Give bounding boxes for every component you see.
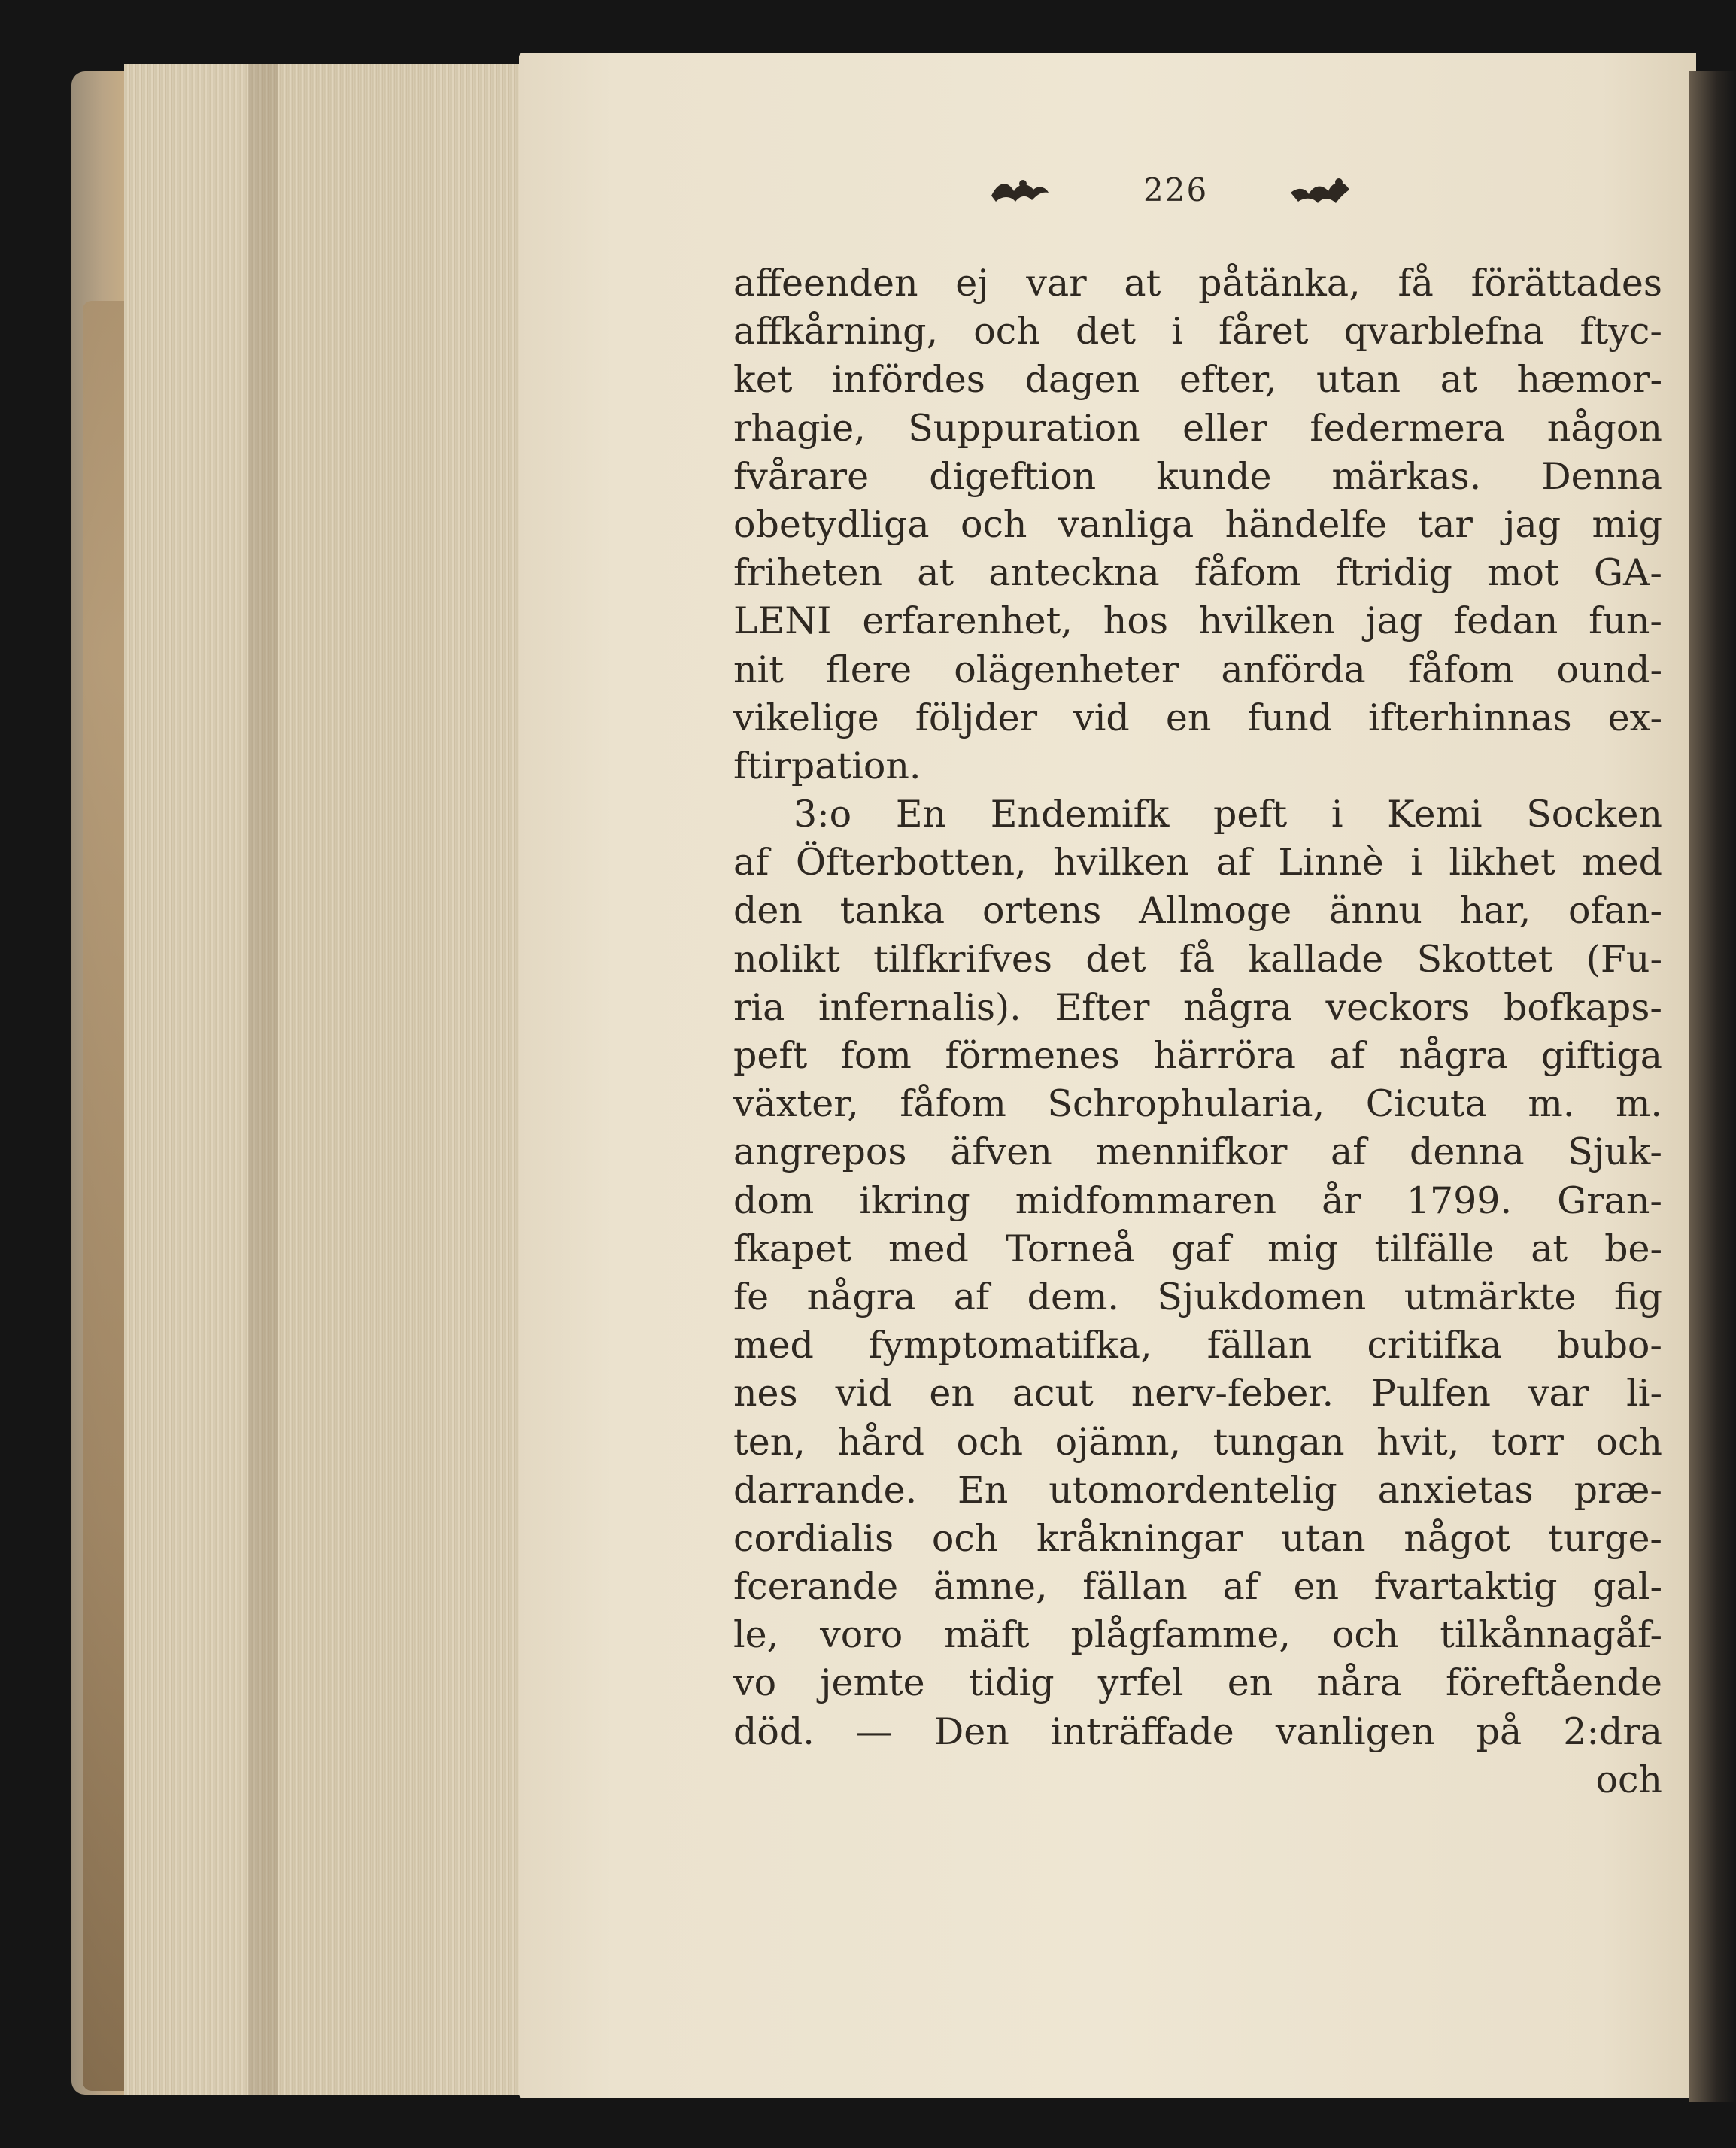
text-line: peft fom förmenes härröra af några giftiga — [733, 1034, 1662, 1077]
text-line: vo jemte tidig yrfel en nåra föreftående — [733, 1661, 1662, 1705]
text-line: rhagie, Suppuration eller federmera någon — [733, 406, 1662, 450]
text-line: obetydliga och vanliga händelfe tar jag mig — [733, 502, 1662, 546]
text-line: nolikt tilfkrifves det få kallade Skottet (Fu- — [733, 937, 1662, 981]
page-number: 226 — [1143, 171, 1209, 208]
text-line: död. — Den inträffade vanligen på 2:dra — [733, 1710, 1662, 1753]
text-line: friheten at anteckna fåfom ftridig mot GA- — [733, 551, 1662, 595]
text-line: nes vid en acut nerv-feber. Pulfen var li- — [733, 1372, 1662, 1415]
fleuron-ornament-right-icon — [1286, 173, 1354, 211]
text-line: fcerande ämne, fällan af en fvartaktig gal- — [733, 1565, 1662, 1609]
page-edges-shadow — [248, 64, 278, 2095]
text-line: fvårare digeftion kunde märkas. Denna — [733, 454, 1662, 498]
text-line: med fymptomatifka, fällan critifka bubo- — [733, 1324, 1662, 1367]
text-line: fkapet med Torneå gaf mig tilfälle at be- — [733, 1227, 1662, 1270]
text-line: affkårning, och det i fåret qvarblefna ftyc- — [733, 310, 1662, 353]
catchword: och — [1595, 1758, 1662, 1801]
text-line-paragraph-end: ftirpation. — [733, 744, 921, 787]
text-line: ria infernalis). Efter några veckors bofkaps- — [733, 985, 1662, 1029]
gutter-shadow — [1689, 71, 1736, 2102]
text-line: af Öfterbotten, hvilken af Linnè i likhet med — [733, 841, 1662, 884]
text-line: fe några af dem. Sjukdomen utmärkte fig — [733, 1275, 1662, 1318]
text-line: ket infördes dagen efter, utan at hæmor- — [733, 358, 1662, 402]
text-line: le, voro mäft plågfamme, och tilkånnagåf- — [733, 1613, 1662, 1657]
text-line: den tanka ortens Allmoge ännu har, ofan- — [733, 889, 1662, 933]
text-line: angrepos äfven mennifkor af denna Sjuk- — [733, 1130, 1662, 1174]
page-header — [985, 173, 1407, 218]
text-line-paragraph-start: 3:o En Endemifk peft i Kemi Socken — [794, 793, 1662, 836]
text-line: ten, hård och ojämn, tungan hvit, torr och — [733, 1420, 1662, 1464]
text-line: darrande. En utomordentelig anxietas præ- — [733, 1468, 1662, 1512]
text-line: cordialis och kråkningar utan något turge- — [733, 1516, 1662, 1560]
text-line: växter, fåfom Schrophularia, Cicuta m. m. — [733, 1082, 1662, 1126]
text-line: vikelige följder vid en fund ifterhinnas ex- — [733, 696, 1662, 739]
page-edges — [124, 64, 530, 2095]
text-line: affeenden ej var at påtänka, få förättades — [733, 262, 1662, 305]
fleuron-ornament-left-icon — [985, 173, 1053, 211]
text-line: dom ikring midfommaren år 1799. Gran- — [733, 1179, 1662, 1222]
text-line: nit flere olägenheter anförda fåfom ound- — [733, 648, 1662, 691]
body-text — [733, 259, 1662, 1804]
text-line: LENI erfarenhet, hos hvilken jag fedan fun- — [733, 599, 1662, 643]
